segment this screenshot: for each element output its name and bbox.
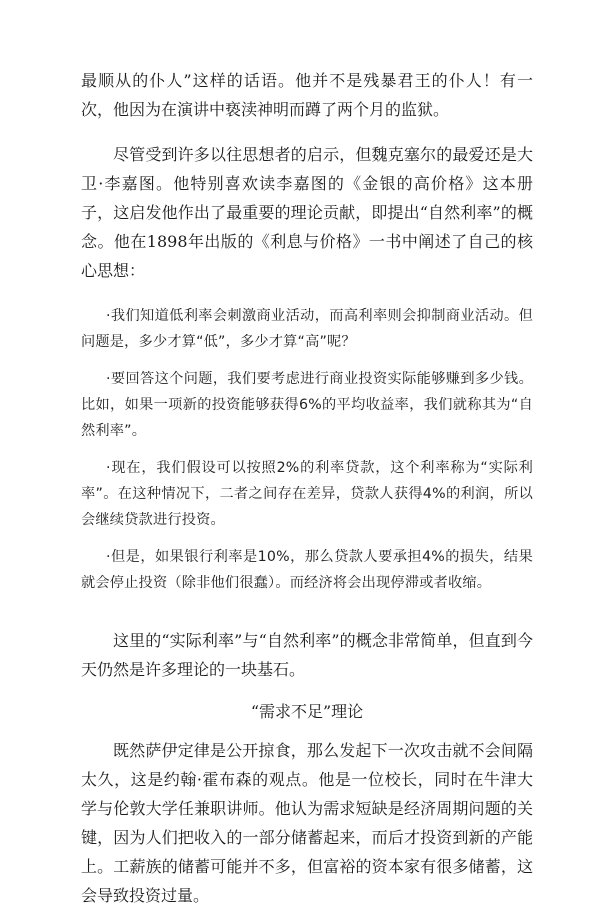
paragraph-interest-concept: 这里的“实际利率”与“自然利率”的概念非常简单，但直到今天仍然是许多理论的一块基石。 (81, 631, 533, 679)
bullet-item: ·我们知道低利率会刺激商业活动，而高利率则会抑制商业活动。但问题是，多少才算“低”，多少才算“高”呢？ (81, 308, 533, 350)
paragraph-continuation: 最顺从的仆人”这样的话语。他并不是残暴君王的仆人！有一次，他因为在演讲中亵渎神明而蹲了两个月的监狱。 (81, 71, 533, 119)
bullet-item: ·要回答这个问题，我们要考虑进行商业投资实际能够赚到多少钱。比如，如果一项新的投资能够获得6%的平均收益率，我们就称其为“自然利率”。 (81, 371, 533, 439)
paragraph-hobson: 既然萨伊定律是公开掠食，那么发起下一次攻击就不会间隔太久，这是约翰·霍布森的观点。他是一位校长，同时在牛津大学与伦敦大学任兼职讲师。他认为需求短缺是经济周期问题的关键，因为人们把收入的一部分储蓄起来，而后才投资到新的产能上。工薪族的储蓄可能并不多，但富裕的资本家有很多储蓄，这会导致投资过量。 (81, 741, 533, 905)
bullet-item: ·但是，如果银行利率是10%，那么贷款人要承担4%的损失，结果就会停止投资（除非他们很蠢）。而经济将会出现停滞或者收缩。 (81, 549, 533, 591)
page-content (81, 66, 533, 910)
quoted-bullet-list (81, 303, 533, 596)
bullet-item: ·现在，我们假设可以按照2%的利率贷款，这个利率称为“实际利率”。在这种情况下，二者之间存在差异，贷款人获得4%的利润，所以会继续贷款进行投资。 (81, 460, 533, 528)
paragraph-wicksell-intro: 尽管受到许多以往思想者的启示，但魏克塞尔的最爱还是大卫·李嘉图。他特别喜欢读李嘉图的《金银的高价格》这本册子，这启发他作出了最重要的理论贡献，即提出“自然利率”的概念。他在1898年出版的《利息与价格》一书中阐述了自己的核心思想： (81, 145, 533, 280)
section-heading: “需求不足”理论 (250, 702, 364, 721)
